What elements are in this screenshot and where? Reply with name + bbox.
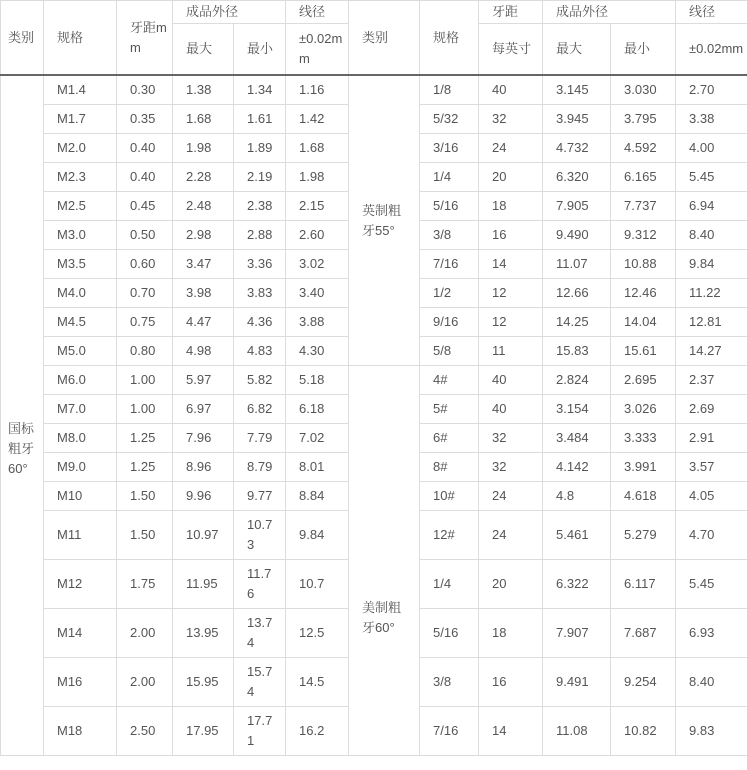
wire-cell: 12.81 [676, 308, 747, 337]
wire-cell: 3.57 [676, 453, 747, 482]
spec-cell: 5# [420, 395, 479, 424]
pitch-cell: 40 [479, 75, 543, 105]
pitch-cell: 1.25 [117, 453, 173, 482]
max-cell: 4.732 [543, 134, 611, 163]
pitch-cell: 0.35 [117, 105, 173, 134]
header-right-outer-diameter: 成品外径 [543, 1, 676, 24]
min-cell: 1.61 [234, 105, 286, 134]
min-cell: 6.82 [234, 395, 286, 424]
max-cell: 4.142 [543, 453, 611, 482]
spec-cell: 4# [420, 366, 479, 395]
max-cell: 15.95 [173, 658, 234, 707]
wire-cell: 9.84 [286, 511, 349, 560]
max-cell: 7.905 [543, 192, 611, 221]
max-cell: 1.38 [173, 75, 234, 105]
header-left-spec: 规格 [44, 1, 117, 76]
spec-cell: 3/16 [420, 134, 479, 163]
spec-cell: 3/8 [420, 658, 479, 707]
min-cell: 9.254 [611, 658, 676, 707]
min-cell: 1.34 [234, 75, 286, 105]
category-cell-imperial: 英制粗牙55° [349, 75, 420, 366]
max-cell: 6.320 [543, 163, 611, 192]
min-cell: 7.79 [234, 424, 286, 453]
category-cell-american: 美制粗牙60° [349, 366, 420, 756]
wire-cell: 7.02 [286, 424, 349, 453]
wire-cell: 6.18 [286, 395, 349, 424]
wire-cell: 2.15 [286, 192, 349, 221]
spec-cell: M5.0 [44, 337, 117, 366]
min-cell: 10.73 [234, 511, 286, 560]
min-cell: 15.74 [234, 658, 286, 707]
wire-cell: 2.37 [676, 366, 747, 395]
spec-cell: M3.0 [44, 221, 117, 250]
wire-cell: 8.40 [676, 221, 747, 250]
max-cell: 3.945 [543, 105, 611, 134]
max-cell: 13.95 [173, 609, 234, 658]
min-cell: 13.74 [234, 609, 286, 658]
min-cell: 2.695 [611, 366, 676, 395]
wire-cell: 14.5 [286, 658, 349, 707]
header-left-min: 最小 [234, 24, 286, 76]
spec-cell: M10 [44, 482, 117, 511]
max-cell: 9.490 [543, 221, 611, 250]
spec-cell: 9/16 [420, 308, 479, 337]
max-cell: 7.96 [173, 424, 234, 453]
header-right-min: 最小 [611, 24, 676, 76]
min-cell: 12.46 [611, 279, 676, 308]
table-row [1, 75, 747, 105]
pitch-cell: 1.00 [117, 395, 173, 424]
max-cell: 3.98 [173, 279, 234, 308]
spec-cell: 12# [420, 511, 479, 560]
pitch-cell: 0.70 [117, 279, 173, 308]
min-cell: 5.82 [234, 366, 286, 395]
max-cell: 3.145 [543, 75, 611, 105]
max-cell: 10.97 [173, 511, 234, 560]
wire-cell: 8.40 [676, 658, 747, 707]
pitch-cell: 2.00 [117, 658, 173, 707]
wire-cell: 1.98 [286, 163, 349, 192]
min-cell: 3.83 [234, 279, 286, 308]
min-cell: 17.71 [234, 707, 286, 756]
min-cell: 4.618 [611, 482, 676, 511]
max-cell: 9.491 [543, 658, 611, 707]
max-cell: 7.907 [543, 609, 611, 658]
pitch-cell: 14 [479, 250, 543, 279]
min-cell: 6.165 [611, 163, 676, 192]
max-cell: 2.48 [173, 192, 234, 221]
pitch-cell: 1.00 [117, 366, 173, 395]
pitch-cell: 0.80 [117, 337, 173, 366]
spec-cell: M1.4 [44, 75, 117, 105]
max-cell: 2.98 [173, 221, 234, 250]
pitch-cell: 0.50 [117, 221, 173, 250]
max-cell: 8.96 [173, 453, 234, 482]
pitch-cell: 14 [479, 707, 543, 756]
wire-cell: 11.22 [676, 279, 747, 308]
spec-cell: M9.0 [44, 453, 117, 482]
wire-cell: 3.88 [286, 308, 349, 337]
pitch-cell: 18 [479, 192, 543, 221]
pitch-cell: 11 [479, 337, 543, 366]
header-left-tolerance: ±0.02mm [286, 24, 349, 76]
pitch-cell: 1.50 [117, 511, 173, 560]
min-cell: 2.88 [234, 221, 286, 250]
spec-cell: 5/16 [420, 192, 479, 221]
spec-cell: M7.0 [44, 395, 117, 424]
pitch-cell: 32 [479, 424, 543, 453]
min-cell: 7.737 [611, 192, 676, 221]
wire-cell: 4.70 [676, 511, 747, 560]
wire-cell: 2.70 [676, 75, 747, 105]
wire-cell: 9.83 [676, 707, 747, 756]
max-cell: 12.66 [543, 279, 611, 308]
header-left-category: 类别 [1, 1, 44, 76]
max-cell: 6.322 [543, 560, 611, 609]
header-right-category: 类别 [349, 1, 420, 76]
pitch-cell: 40 [479, 366, 543, 395]
header-left-outer-diameter: 成品外径 [173, 1, 286, 24]
header-right-pitch: 牙距 [479, 1, 543, 24]
table-body [1, 75, 747, 756]
wire-cell: 3.40 [286, 279, 349, 308]
pitch-cell: 12 [479, 279, 543, 308]
min-cell: 2.19 [234, 163, 286, 192]
max-cell: 9.96 [173, 482, 234, 511]
spec-cell: 1/2 [420, 279, 479, 308]
min-cell: 3.030 [611, 75, 676, 105]
pitch-cell: 1.25 [117, 424, 173, 453]
wire-cell: 9.84 [676, 250, 747, 279]
spec-cell: M2.0 [44, 134, 117, 163]
spec-cell: M16 [44, 658, 117, 707]
header-right-tolerance: ±0.02mm [676, 24, 747, 76]
wire-cell: 8.01 [286, 453, 349, 482]
wire-cell: 5.45 [676, 560, 747, 609]
pitch-cell: 0.60 [117, 250, 173, 279]
spec-cell: 3/8 [420, 221, 479, 250]
pitch-cell: 16 [479, 221, 543, 250]
max-cell: 4.47 [173, 308, 234, 337]
wire-cell: 1.68 [286, 134, 349, 163]
wire-cell: 8.84 [286, 482, 349, 511]
max-cell: 3.484 [543, 424, 611, 453]
spec-cell: M2.3 [44, 163, 117, 192]
min-cell: 11.76 [234, 560, 286, 609]
wire-cell: 12.5 [286, 609, 349, 658]
pitch-cell: 20 [479, 163, 543, 192]
max-cell: 5.461 [543, 511, 611, 560]
header-left-wire: 线径 [286, 1, 349, 24]
min-cell: 4.36 [234, 308, 286, 337]
pitch-cell: 0.75 [117, 308, 173, 337]
max-cell: 5.97 [173, 366, 234, 395]
pitch-cell: 0.40 [117, 134, 173, 163]
max-cell: 15.83 [543, 337, 611, 366]
pitch-cell: 1.75 [117, 560, 173, 609]
wire-cell: 2.60 [286, 221, 349, 250]
spec-cell: 7/16 [420, 707, 479, 756]
max-cell: 1.98 [173, 134, 234, 163]
min-cell: 8.79 [234, 453, 286, 482]
min-cell: 5.279 [611, 511, 676, 560]
spec-cell: 6# [420, 424, 479, 453]
pitch-cell: 40 [479, 395, 543, 424]
spec-cell: 1/8 [420, 75, 479, 105]
header-right-wire: 线径 [676, 1, 747, 24]
spec-cell: M4.5 [44, 308, 117, 337]
pitch-cell: 32 [479, 105, 543, 134]
spec-cell: M18 [44, 707, 117, 756]
table-row [1, 366, 747, 395]
spec-cell: 8# [420, 453, 479, 482]
pitch-cell: 2.00 [117, 609, 173, 658]
wire-cell: 14.27 [676, 337, 747, 366]
pitch-cell: 18 [479, 609, 543, 658]
pitch-cell: 32 [479, 453, 543, 482]
min-cell: 9.312 [611, 221, 676, 250]
spec-cell: M3.5 [44, 250, 117, 279]
min-cell: 4.83 [234, 337, 286, 366]
header-left-pitch: 牙距mm [117, 1, 173, 76]
max-cell: 1.68 [173, 105, 234, 134]
spec-cell: M4.0 [44, 279, 117, 308]
pitch-cell: 16 [479, 658, 543, 707]
min-cell: 2.38 [234, 192, 286, 221]
min-cell: 7.687 [611, 609, 676, 658]
pitch-cell: 1.50 [117, 482, 173, 511]
wire-cell: 5.45 [676, 163, 747, 192]
spec-cell: 5/32 [420, 105, 479, 134]
wire-cell: 10.7 [286, 560, 349, 609]
max-cell: 2.28 [173, 163, 234, 192]
spec-cell: 10# [420, 482, 479, 511]
wire-cell: 3.38 [676, 105, 747, 134]
pitch-cell: 24 [479, 482, 543, 511]
max-cell: 3.154 [543, 395, 611, 424]
wire-cell: 16.2 [286, 707, 349, 756]
max-cell: 17.95 [173, 707, 234, 756]
spec-cell: M8.0 [44, 424, 117, 453]
wire-cell: 2.91 [676, 424, 747, 453]
max-cell: 11.95 [173, 560, 234, 609]
max-cell: 11.07 [543, 250, 611, 279]
spec-cell: M6.0 [44, 366, 117, 395]
pitch-cell: 20 [479, 560, 543, 609]
min-cell: 6.117 [611, 560, 676, 609]
min-cell: 15.61 [611, 337, 676, 366]
header-right-max: 最大 [543, 24, 611, 76]
spec-cell: M1.7 [44, 105, 117, 134]
wire-cell: 4.05 [676, 482, 747, 511]
wire-cell: 6.94 [676, 192, 747, 221]
spec-cell: 5/16 [420, 609, 479, 658]
spec-cell: M2.5 [44, 192, 117, 221]
pitch-cell: 24 [479, 134, 543, 163]
max-cell: 14.25 [543, 308, 611, 337]
wire-cell: 5.18 [286, 366, 349, 395]
spec-cell: 5/8 [420, 337, 479, 366]
wire-cell: 3.02 [286, 250, 349, 279]
min-cell: 3.991 [611, 453, 676, 482]
spec-cell: M12 [44, 560, 117, 609]
max-cell: 3.47 [173, 250, 234, 279]
pitch-cell: 12 [479, 308, 543, 337]
max-cell: 4.98 [173, 337, 234, 366]
min-cell: 9.77 [234, 482, 286, 511]
pitch-cell: 0.40 [117, 163, 173, 192]
max-cell: 4.8 [543, 482, 611, 511]
pitch-cell: 0.30 [117, 75, 173, 105]
spec-cell: M14 [44, 609, 117, 658]
header-right-pitch-unit: 每英寸 [479, 24, 543, 76]
wire-cell: 1.16 [286, 75, 349, 105]
min-cell: 14.04 [611, 308, 676, 337]
min-cell: 3.36 [234, 250, 286, 279]
min-cell: 10.82 [611, 707, 676, 756]
min-cell: 3.795 [611, 105, 676, 134]
spec-cell: 1/4 [420, 163, 479, 192]
min-cell: 10.88 [611, 250, 676, 279]
max-cell: 11.08 [543, 707, 611, 756]
min-cell: 3.026 [611, 395, 676, 424]
spec-cell: 7/16 [420, 250, 479, 279]
min-cell: 3.333 [611, 424, 676, 453]
wire-cell: 2.69 [676, 395, 747, 424]
max-cell: 6.97 [173, 395, 234, 424]
wire-cell: 1.42 [286, 105, 349, 134]
wire-cell: 4.30 [286, 337, 349, 366]
category-cell-metric: 国标粗牙60° [1, 75, 44, 756]
header-right-spec: 规格 [420, 1, 479, 76]
pitch-cell: 24 [479, 511, 543, 560]
spec-cell: M11 [44, 511, 117, 560]
header-row-1 [1, 1, 747, 24]
min-cell: 4.592 [611, 134, 676, 163]
header-left-max: 最大 [173, 24, 234, 76]
min-cell: 1.89 [234, 134, 286, 163]
spec-cell: 1/4 [420, 560, 479, 609]
wire-cell: 4.00 [676, 134, 747, 163]
max-cell: 2.824 [543, 366, 611, 395]
pitch-cell: 2.50 [117, 707, 173, 756]
pitch-cell: 0.45 [117, 192, 173, 221]
wire-cell: 6.93 [676, 609, 747, 658]
